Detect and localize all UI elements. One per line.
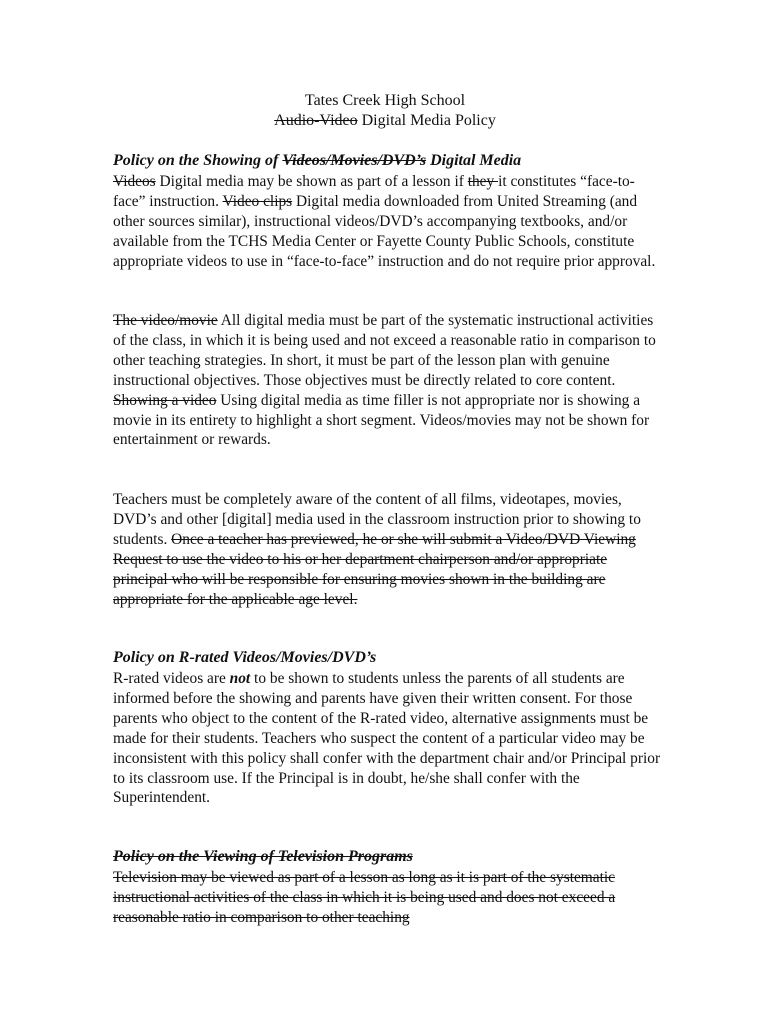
emphasis-text: not — [229, 670, 251, 687]
section1-paragraph-2 — [113, 311, 661, 450]
section3-heading: Policy on the Viewing of Television Programs — [113, 848, 413, 865]
deleted-text: Once a teacher has previewed, he or she will submit a Video/DVD Viewing Request to use the video to his or her department chairperson and/or appropriate principal who will be responsible for ensuring movies shown in the building are appropriate for the applicable age level. — [113, 530, 636, 608]
policy-title-deleted: Audio-Video — [274, 112, 358, 129]
body-text: Digital media downloaded from United Streaming (and other sources similar), instructional videos/DVD’s accompanying textbooks, and/or available from the TCHS Media Center or Fayette County Public Schools, constitute appropriate videos to use in “face-to-face” instruction and do not require prior approval. — [113, 192, 656, 270]
section1-heading-a: Policy on the Showing of — [113, 152, 283, 169]
body-text: it constitutes “face-to-face” instruction. — [113, 173, 635, 210]
section1-paragraph-3 — [113, 490, 661, 609]
section1-heading-b: Digital Media — [426, 152, 522, 169]
policy-title-text: Digital Media Policy — [357, 112, 496, 129]
section1-heading — [113, 152, 673, 170]
deleted-text: they — [467, 173, 499, 190]
section3-paragraph: Television may be viewed as part of a lesson as long as it is part of the systematic instructional activities of the class in which it is being used and does not exceed a reasonable ratio in comparison to other teaching — [113, 869, 616, 926]
body-text: Using digital media as time filler is not appropriate nor is showing a movie in its entirety to highlight a short segment. Videos/movies may not be shown for entertainment or rewards. — [113, 391, 650, 449]
deleted-text: Videos — [113, 173, 156, 190]
body-text: Teachers must be completely aware of the content of all films, videotapes, movies, DVD’s and other [digital] media used in the classroom instruction prior to showing to students. — [113, 491, 641, 548]
body-text: R-rated videos are — [113, 670, 230, 687]
section2-paragraph — [113, 669, 661, 808]
section1-heading-deleted: Videos/Movies/DVD’s — [282, 152, 427, 169]
school-name: Tates Creek High School — [304, 92, 466, 109]
section2-heading: Policy on R-rated Videos/Movies/DVD’s — [113, 649, 377, 666]
deleted-text: The video/movie — [113, 312, 218, 329]
body-text: Digital media may be shown as part of a lesson if — [155, 173, 468, 190]
section1-paragraph-1 — [113, 172, 661, 272]
body-text: All digital media must be part of the systematic instructional activities of the class, in which it is being used and not exceed a reasonable ratio in comparison to other teaching strategies. In short, it must be part of the lesson plan with genuine instructional objectives. Those objectives must be directly related to core content. — [113, 312, 656, 389]
deleted-text: Showing a video — [113, 391, 217, 409]
policy-title — [0, 112, 770, 130]
body-text: to be shown to students unless the parents of all students are informed before the showing and parents have given their written consent. For those parents who object to the content of the R-rated video, alternative assignments must be made for their students. Teachers who suspect the content of a particular video may be inconsistent with this policy shall confer with the department chair and/or Principal prior to its classroom use. If the Principal is in doubt, he/she shall confer with the Superintendent. — [113, 670, 661, 807]
deleted-text: Video clips — [222, 192, 293, 210]
